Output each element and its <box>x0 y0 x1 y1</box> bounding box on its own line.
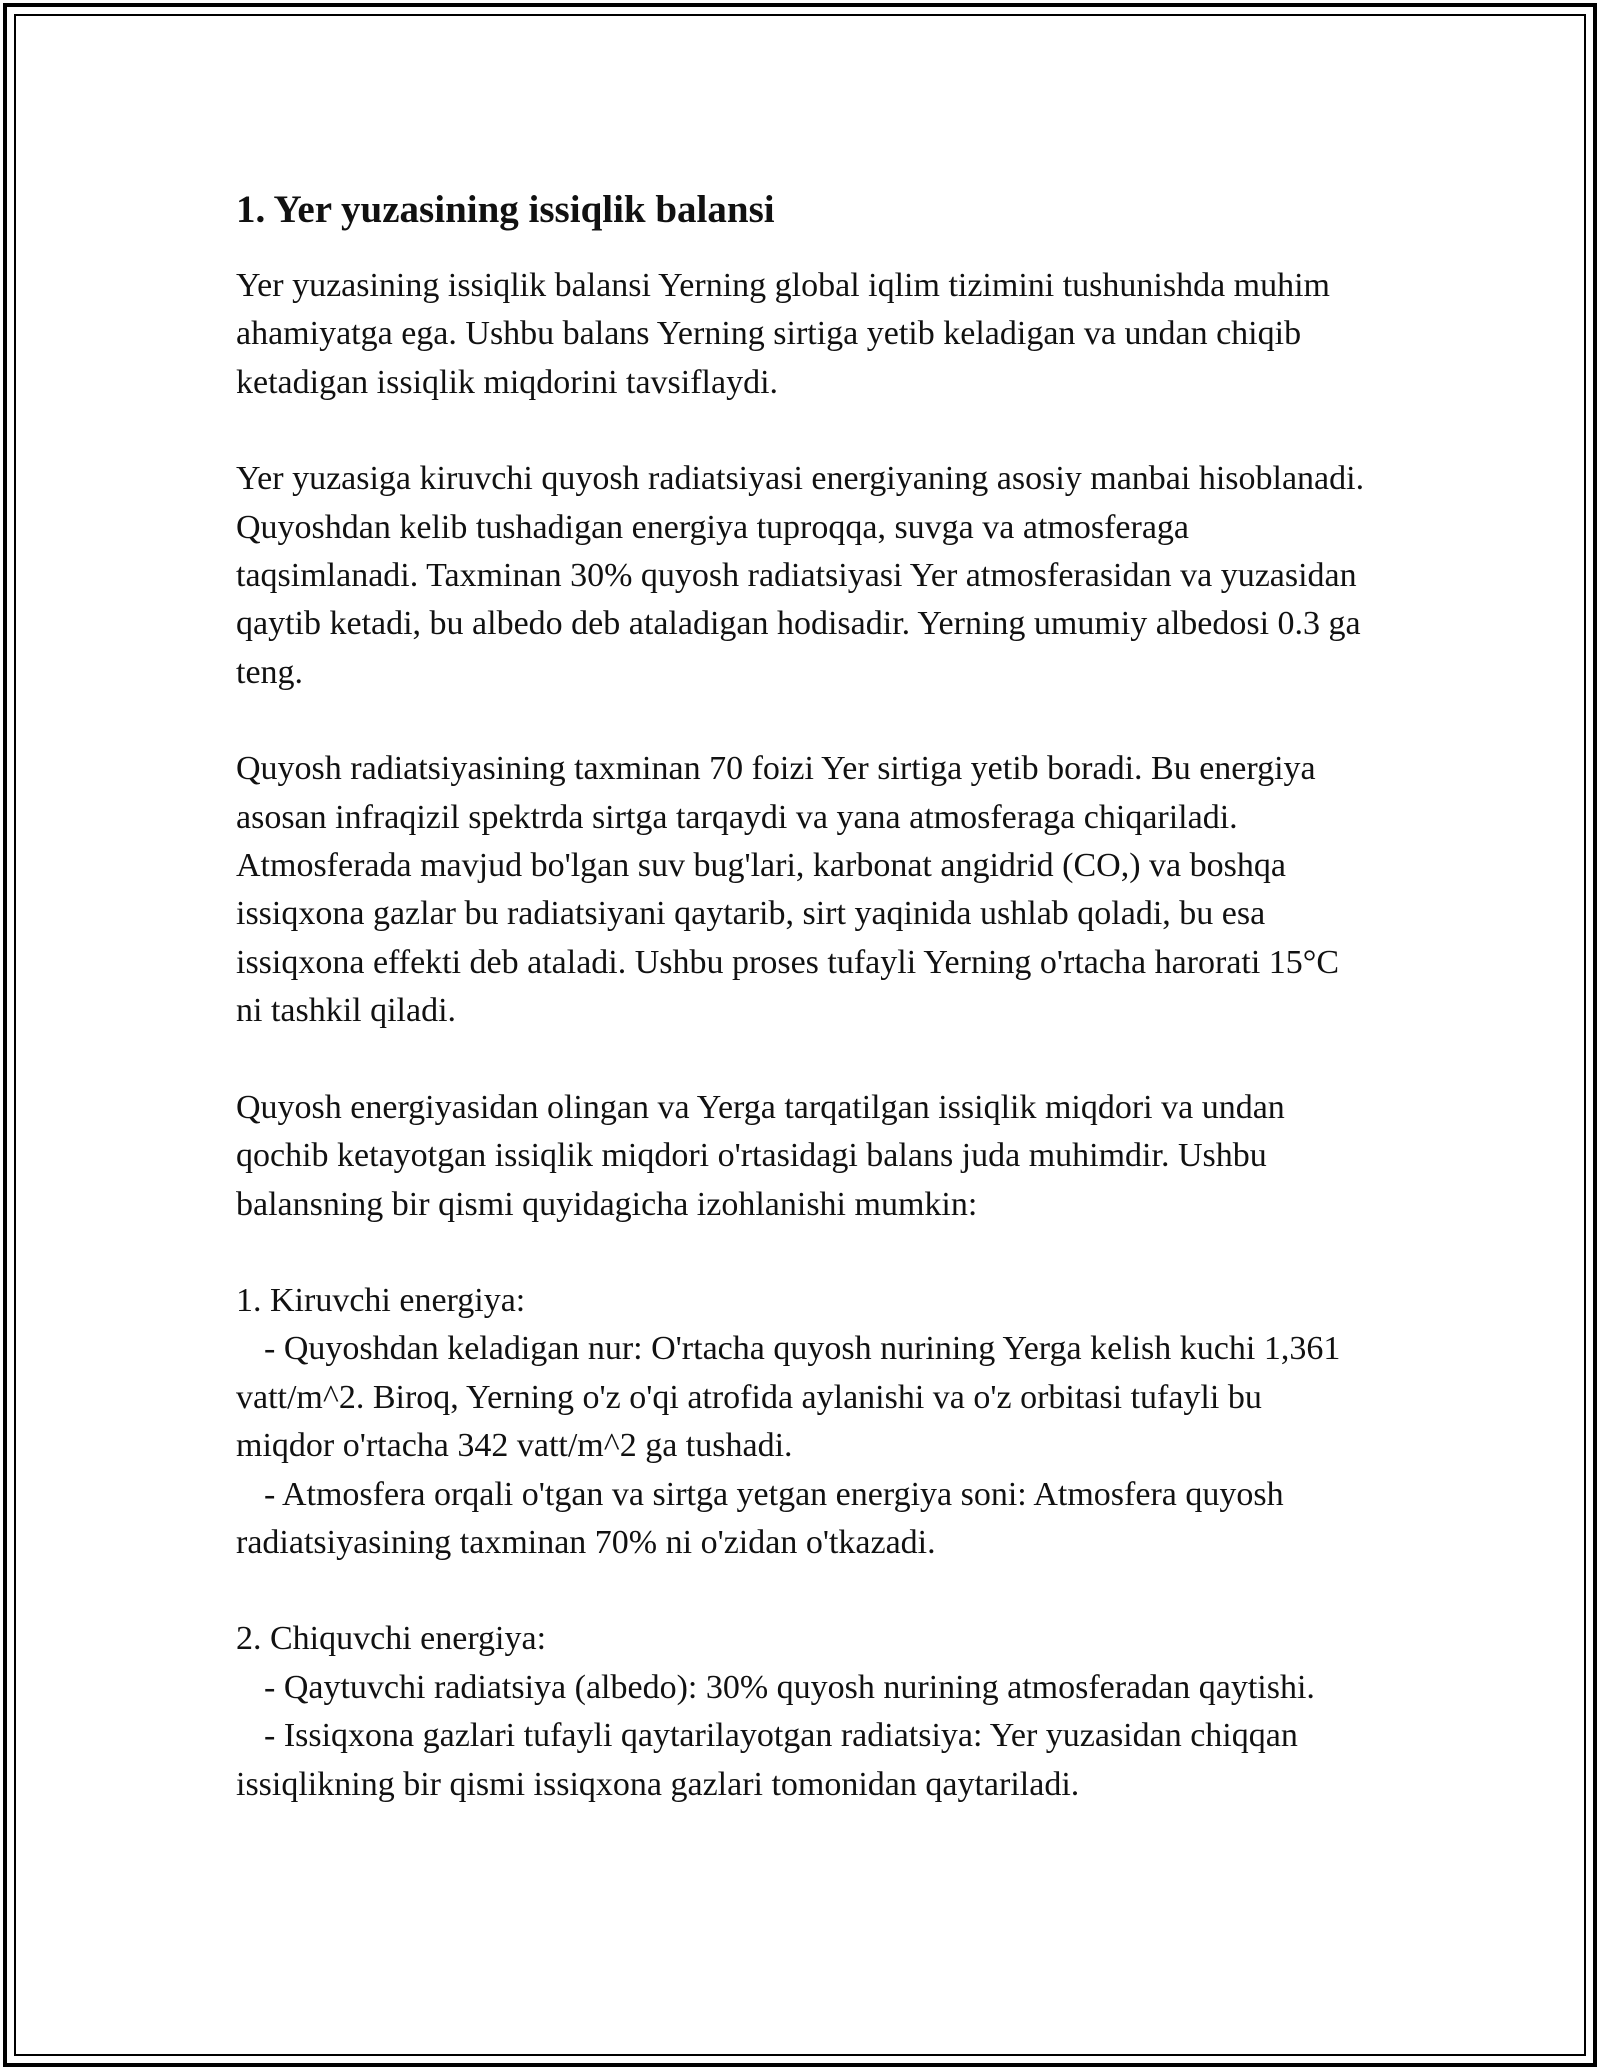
document-content <box>236 186 1366 1857</box>
paragraph: Quyosh energiyasidan olingan va Yerga tarqatilgan issiqlik miqdori va undan qochib ketayotgan issiqlik miqdori o'rtasidagi balans juda muhimdir. Ushbu balansning bir qismi quyidagicha izohlanishi mumkin: <box>236 1088 1285 1223</box>
incoming-energy-list <box>236 1277 1366 1567</box>
list-item: - Qaytuvchi radiatsiya (albedo): 30% quyosh nurining atmosferadan qaytishi. <box>264 1668 1315 1706</box>
list-item: - Atmosfera orqali o'tgan va sirtga yetgan energiya soni: Atmosfera quyosh radiatsiyasining taxminan 70% ni o'zidan o'tkazadi. <box>236 1475 1284 1561</box>
list-title: 1. Kiruvchi energiya: <box>236 1281 526 1319</box>
list-item: - Quyoshdan keladigan nur: O'rtacha quyosh nurining Yerga kelish kuchi 1,361 vatt/m^2. Biroq, Yerning o'z o'qi atrofida aylanishi va o'z orbitasi tufayli bu miqdor o'rtacha 342 vatt/m^2 ga tushadi. <box>236 1330 1341 1465</box>
outgoing-energy-list <box>236 1615 1366 1809</box>
list-title: 2. Chiquvchi energiya: <box>236 1620 547 1658</box>
list-item: - Issiqxona gazlari tufayli qaytarilayotgan radiatsiya: Yer yuzasidan chiqqan issiqlikning bir qismi issiqxona gazlari tomonidan qaytariladi. <box>236 1717 1298 1803</box>
paragraph: Yer yuzasiga kiruvchi quyosh radiatsiyasi energiyaning asosiy manbai hisoblanadi. Quyoshdan kelib tushadigan energiya tuproqqa, suvga va atmosferaga taqsimlanadi. Taxminan 30% quyosh radiatsiyasi Yer atmosferasidan va yuzasidan qaytib ketadi, bu albedo deb ataladigan hodisadir. Yerning umumiy albedosi 0.3 ga teng. <box>236 460 1365 691</box>
paragraph: Yer yuzasining issiqlik balansi Yerning global iqlim tizimini tushunishda muhim ahamiyatga ega. Ushbu balans Yerning sirtiga yetib keladigan va undan chiqib ketadigan issiqlik miqdorini tavsiflaydi. <box>236 267 1330 401</box>
section-heading: 1. Yer yuzasining issiqlik balansi <box>236 188 775 231</box>
paragraph: Quyosh radiatsiyasining taxminan 70 foizi Yer sirtiga yetib boradi. Bu energiya asosan infraqizil spektrda sirtga tarqaydi va yana atmosferaga chiqariladi. Atmosferada mavjud bo'lgan suv bug'lari, karbonat angidrid (CO,) va boshqa issiqxona gazlar bu radiatsiyani qaytarib, sirt yaqinida ushlab qoladi, bu esa issiqxona effekti deb ataladi. Ushbu proses tufayli Yerning o'rtacha harorati 15°C ni tashkil qiladi. <box>236 750 1340 1030</box>
